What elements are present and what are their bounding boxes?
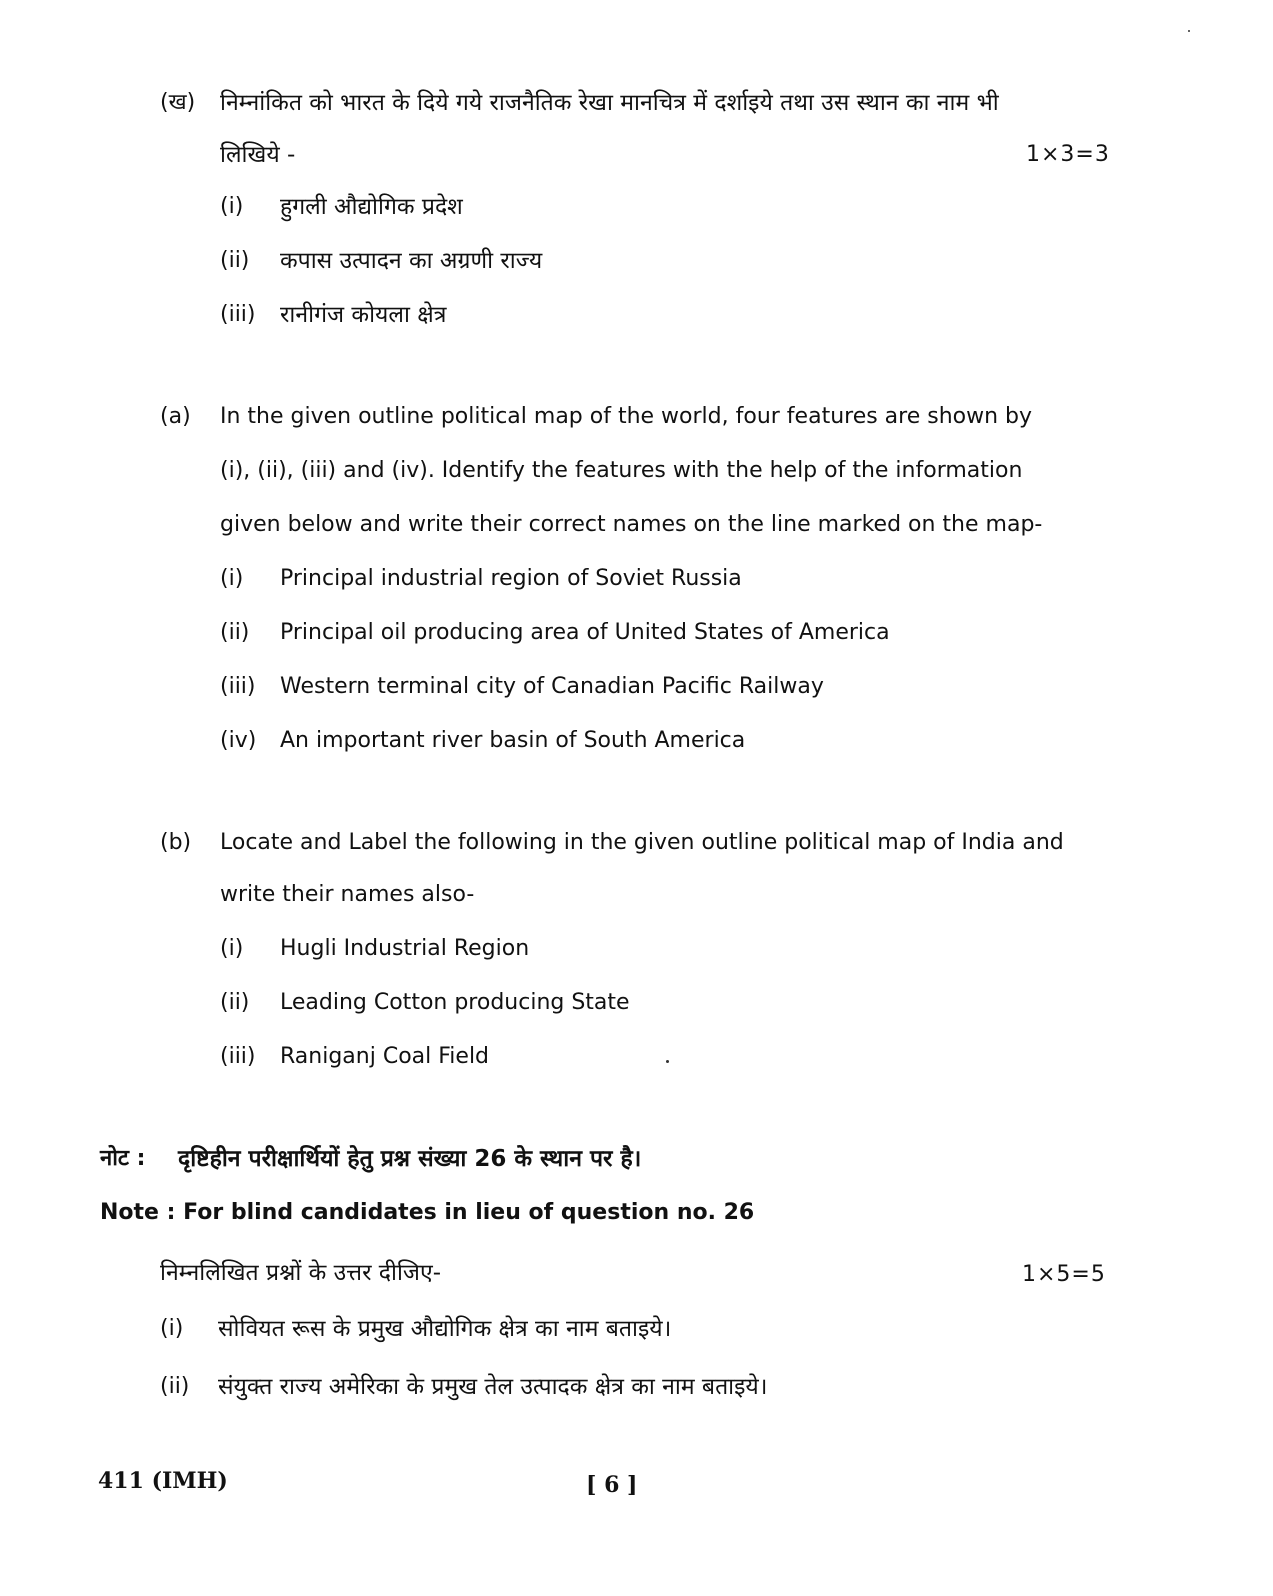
question-kha-line-2: लिखिये - [220,142,296,168]
page-number: [ 6 ] [586,1472,638,1498]
a-item-num: (ii) [220,620,250,645]
note-english: Note : For blind candidates in lieu of question no. 26 [100,1200,755,1225]
a-item-text: Principal oil producing area of United States of America [280,620,890,645]
kha-item-num: (i) [220,194,244,219]
question-a-line-2: (i), (ii), (iii) and (iv). Identify the features with the help of the information [220,458,1023,483]
question-kha-line-1: निम्नांकित को भारत के दिये गये राजनैतिक रेखा मानचित्र में दर्शाइये तथा उस स्थान का नाम भी [220,90,999,116]
a-item-num: (i) [220,566,244,591]
b-item-num: (ii) [220,990,250,1015]
b-item-num: (iii) [220,1044,256,1069]
a-item-text: An important river basin of South America [280,728,746,753]
note-hindi-text: दृष्टिहीन परीक्षार्थियों हेतु प्रश्न संख्या 26 के स्थान पर है। [178,1146,642,1172]
blind-item-num: (i) [160,1316,184,1341]
question-b-line-1: Locate and Label the following in the given outline political map of India and [220,830,1064,855]
blind-item-text: सोवियत रूस के प्रमुख औद्योगिक क्षेत्र का नाम बताइये। [218,1316,672,1342]
b-item-num: (i) [220,936,244,961]
question-kha-marks: 1×3=3 [1026,142,1110,167]
b-item-text: Raniganj Coal Field [280,1044,490,1069]
blind-marks: 1×5=5 [1022,1262,1106,1287]
question-label-a: (a) [160,404,191,429]
scan-speck [666,1060,669,1063]
blind-item-num: (ii) [160,1374,190,1399]
b-item-text: Leading Cotton producing State [280,990,630,1015]
blind-item-text: संयुक्त राज्य अमेरिका के प्रमुख तेल उत्पादक क्षेत्र का नाम बताइये। [218,1374,768,1400]
a-item-text: Principal industrial region of Soviet Russia [280,566,742,591]
question-a-line-1: In the given outline political map of the world, four features are shown by [220,404,1033,429]
kha-item-text: हुगली औद्योगिक प्रदेश [280,194,463,220]
blind-instruction: निम्नलिखित प्रश्नों के उत्तर दीजिए- [160,1260,441,1286]
kha-item-num: (ii) [220,248,250,273]
scan-speck [1188,30,1190,32]
question-b-line-2: write their names also- [220,882,475,907]
question-label-kha: (ख) [160,90,196,115]
paper-code: 411 (IMH) [98,1468,228,1494]
kha-item-text: रानीगंज कोयला क्षेत्र [280,302,447,328]
a-item-num: (iii) [220,674,256,699]
kha-item-num: (iii) [220,302,256,327]
question-label-b: (b) [160,830,192,855]
note-hindi-label: नोट : [100,1146,146,1171]
a-item-text: Western terminal city of Canadian Pacific Railway [280,674,824,699]
question-a-line-3: given below and write their correct names on the line marked on the map- [220,512,1043,537]
kha-item-text: कपास उत्पादन का अग्रणी राज्य [280,248,543,274]
b-item-text: Hugli Industrial Region [280,936,530,961]
a-item-num: (iv) [220,728,257,753]
